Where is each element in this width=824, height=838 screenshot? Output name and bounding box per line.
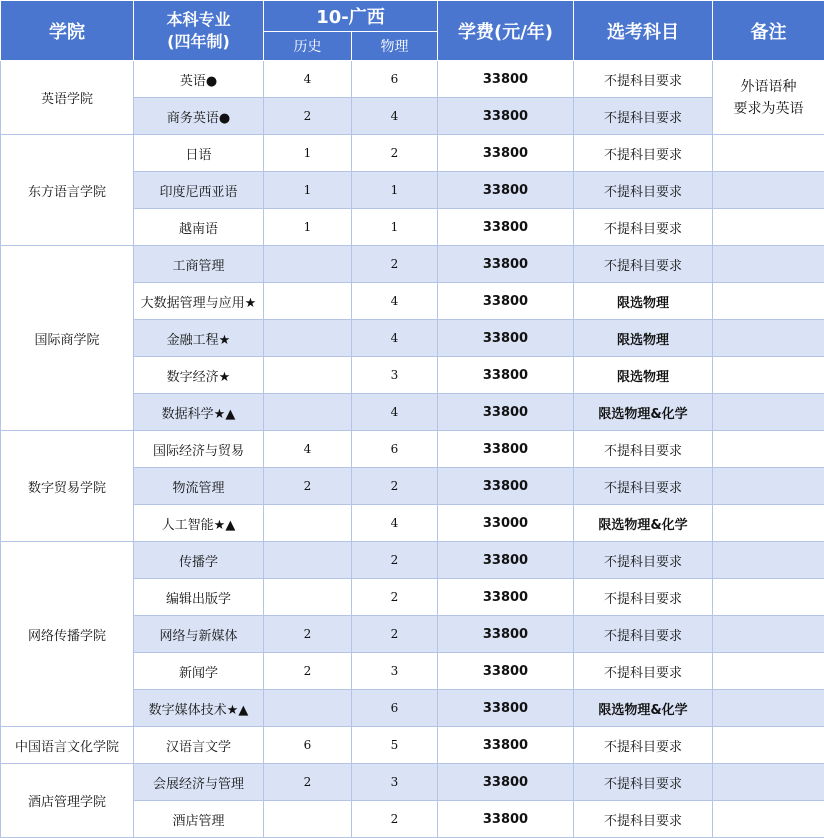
tuition-fee: 33800 (438, 98, 574, 135)
subject-requirement: 限选物理&化学 (574, 690, 713, 727)
note-cell (713, 727, 824, 764)
major-name: 会展经济与管理 (134, 764, 264, 801)
history-count (264, 394, 352, 431)
tuition-fee: 33800 (438, 653, 574, 690)
physics-count: 6 (352, 431, 438, 468)
table-header (1, 1, 824, 61)
subject-requirement: 限选物理&化学 (574, 394, 713, 431)
history-count: 1 (264, 172, 352, 209)
header-major-line1: 本科专业 (166, 9, 231, 29)
header-note: 备注 (713, 1, 824, 61)
tuition-fee: 33800 (438, 283, 574, 320)
history-count: 2 (264, 98, 352, 135)
major-name: 数字经济★ (134, 357, 264, 394)
table-row (1, 61, 824, 98)
major-name: 汉语言文学 (134, 727, 264, 764)
history-count: 2 (264, 653, 352, 690)
tuition-fee: 33800 (438, 357, 574, 394)
major-name: 物流管理 (134, 468, 264, 505)
subject-requirement: 不提科目要求 (574, 653, 713, 690)
subject-requirement: 不提科目要求 (574, 135, 713, 172)
college-name: 网络传播学院 (1, 542, 134, 727)
tuition-fee: 33800 (438, 468, 574, 505)
note-line2: 要求为英语 (733, 100, 804, 117)
physics-count: 3 (352, 653, 438, 690)
note-cell (713, 394, 824, 431)
note-cell (713, 505, 824, 542)
history-count (264, 357, 352, 394)
note-cell (713, 468, 824, 505)
physics-count: 2 (352, 468, 438, 505)
subject-requirement: 不提科目要求 (574, 98, 713, 135)
major-name: 金融工程★ (134, 320, 264, 357)
physics-count: 6 (352, 61, 438, 98)
college-name: 酒店管理学院 (1, 764, 134, 838)
header-subject: 选考科目 (574, 1, 713, 61)
subject-requirement: 不提科目要求 (574, 727, 713, 764)
major-name: 越南语 (134, 209, 264, 246)
major-name: 传播学 (134, 542, 264, 579)
physics-count: 2 (352, 246, 438, 283)
major-name: 工商管理 (134, 246, 264, 283)
college-name: 英语学院 (1, 61, 134, 135)
note-cell (713, 542, 824, 579)
college-name: 数字贸易学院 (1, 431, 134, 542)
note-cell (713, 690, 824, 727)
subject-requirement: 不提科目要求 (574, 61, 713, 98)
subject-requirement: 不提科目要求 (574, 468, 713, 505)
major-name: 英语● (134, 61, 264, 98)
header-history: 历史 (264, 32, 352, 61)
note-cell (713, 357, 824, 394)
tuition-fee: 33800 (438, 61, 574, 98)
table-body (1, 61, 824, 838)
history-count: 2 (264, 764, 352, 801)
header-fee: 学费(元/年) (438, 1, 574, 61)
table-row (1, 246, 824, 283)
history-count: 4 (264, 61, 352, 98)
physics-count: 4 (352, 98, 438, 135)
major-name: 数字媒体技术★▲ (134, 690, 264, 727)
header-region: 10-广西 (264, 1, 438, 32)
major-name: 人工智能★▲ (134, 505, 264, 542)
history-count (264, 690, 352, 727)
tuition-fee: 33800 (438, 616, 574, 653)
subject-requirement: 不提科目要求 (574, 246, 713, 283)
table-row (1, 727, 824, 764)
note-cell (713, 431, 824, 468)
note-cell (713, 801, 824, 838)
note-cell (713, 320, 824, 357)
history-count (264, 579, 352, 616)
tuition-fee: 33800 (438, 542, 574, 579)
header-college: 学院 (1, 1, 134, 61)
header-physics: 物理 (352, 32, 438, 61)
tuition-fee: 33800 (438, 579, 574, 616)
major-name: 网络与新媒体 (134, 616, 264, 653)
major-name: 酒店管理 (134, 801, 264, 838)
note-cell (713, 764, 824, 801)
physics-count: 1 (352, 172, 438, 209)
subject-requirement: 不提科目要求 (574, 764, 713, 801)
physics-count: 4 (352, 283, 438, 320)
history-count (264, 505, 352, 542)
physics-count: 6 (352, 690, 438, 727)
subject-requirement: 不提科目要求 (574, 542, 713, 579)
table-row (1, 431, 824, 468)
tuition-fee: 33800 (438, 172, 574, 209)
subject-requirement: 不提科目要求 (574, 209, 713, 246)
history-count (264, 246, 352, 283)
physics-count: 2 (352, 616, 438, 653)
tuition-fee: 33800 (438, 690, 574, 727)
note-cell (713, 135, 824, 172)
note-cell (713, 283, 824, 320)
subject-requirement: 不提科目要求 (574, 431, 713, 468)
tuition-fee: 33000 (438, 505, 574, 542)
subject-requirement: 不提科目要求 (574, 801, 713, 838)
physics-count: 2 (352, 542, 438, 579)
history-count (264, 801, 352, 838)
history-count (264, 542, 352, 579)
major-name: 大数据管理与应用★ (134, 283, 264, 320)
major-name: 印度尼西亚语 (134, 172, 264, 209)
note-cell (713, 246, 824, 283)
note-cell (713, 579, 824, 616)
college-name: 东方语言学院 (1, 135, 134, 246)
note-cell (713, 616, 824, 653)
major-name: 新闻学 (134, 653, 264, 690)
physics-count: 5 (352, 727, 438, 764)
header-major (134, 1, 264, 61)
physics-count: 4 (352, 394, 438, 431)
physics-count: 4 (352, 505, 438, 542)
history-count: 1 (264, 135, 352, 172)
tuition-fee: 33800 (438, 135, 574, 172)
history-count: 4 (264, 431, 352, 468)
subject-requirement: 限选物理 (574, 283, 713, 320)
history-count: 1 (264, 209, 352, 246)
college-name: 中国语言文化学院 (1, 727, 134, 764)
note-cell (713, 172, 824, 209)
physics-count: 2 (352, 801, 438, 838)
major-name: 国际经济与贸易 (134, 431, 264, 468)
history-count: 2 (264, 468, 352, 505)
physics-count: 3 (352, 764, 438, 801)
major-name: 日语 (134, 135, 264, 172)
table-row (1, 135, 824, 172)
physics-count: 1 (352, 209, 438, 246)
physics-count: 2 (352, 135, 438, 172)
note-cell (713, 61, 824, 135)
subject-requirement: 限选物理 (574, 320, 713, 357)
physics-count: 3 (352, 357, 438, 394)
major-name: 数据科学★▲ (134, 394, 264, 431)
history-count: 2 (264, 616, 352, 653)
history-count (264, 320, 352, 357)
physics-count: 2 (352, 579, 438, 616)
tuition-fee: 33800 (438, 764, 574, 801)
tuition-fee: 33800 (438, 394, 574, 431)
major-name: 编辑出版学 (134, 579, 264, 616)
history-count: 6 (264, 727, 352, 764)
tuition-fee: 33800 (438, 801, 574, 838)
subject-requirement: 不提科目要求 (574, 616, 713, 653)
table-row (1, 542, 824, 579)
tuition-fee: 33800 (438, 431, 574, 468)
note-cell (713, 653, 824, 690)
subject-requirement: 不提科目要求 (574, 579, 713, 616)
major-name: 商务英语● (134, 98, 264, 135)
physics-count: 4 (352, 320, 438, 357)
tuition-fee: 33800 (438, 320, 574, 357)
subject-requirement: 不提科目要求 (574, 172, 713, 209)
college-name: 国际商学院 (1, 246, 134, 431)
subject-requirement: 限选物理&化学 (574, 505, 713, 542)
subject-requirement: 限选物理 (574, 357, 713, 394)
note-line1: 外语语种 (740, 78, 797, 95)
tuition-fee: 33800 (438, 727, 574, 764)
table-row (1, 764, 824, 801)
header-major-line2: (四年制) (167, 31, 230, 51)
note-cell (713, 209, 824, 246)
tuition-fee: 33800 (438, 209, 574, 246)
tuition-fee: 33800 (438, 246, 574, 283)
history-count (264, 283, 352, 320)
